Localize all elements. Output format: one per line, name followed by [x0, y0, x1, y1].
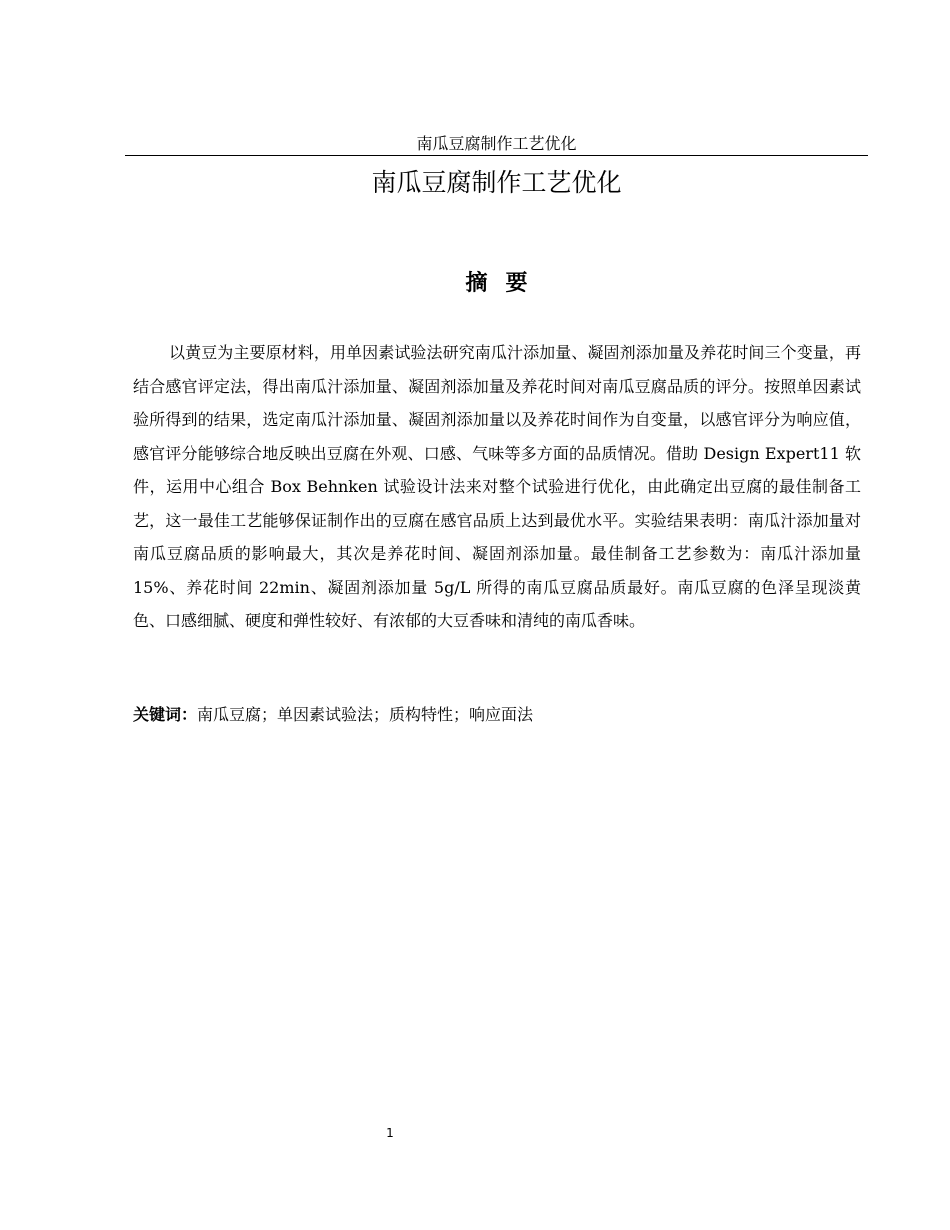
- page-number: 1: [386, 1126, 394, 1140]
- keywords-label: 关键词：: [133, 705, 198, 724]
- abstract-body: 以黄豆为主要原材料，用单因素试验法研究南瓜汁添加量、凝固剂添加量及养花时间三个变量，再结合感官评定法，得出南瓜汁添加量、凝固剂添加量及养花时间对南瓜豆腐品质的评分。按照单因素试验所得到的结果，选定南瓜汁添加量、凝固剂添加量以及养花时间作为自变量，以感官评分为响应值，感官评分能够综合地反映出豆腐在外观、口感、气味等多方面的品质情况。借助 Design Expert11 软件，运用中心组合 Box Behnken 试验设计法来对整个试验进行优化，由此确定出豆腐的最佳制备工艺，这一最佳工艺能够保证制作出的豆腐在感官品质上达到最优水平。实验结果表明：南瓜汁添加量对南瓜豆腐品质的影响最大，其次是养花时间、凝固剂添加量。最佳制备工艺参数为：南瓜汁添加量 15%、养花时间 22min、凝固剂添加量 5g/L 所得的南瓜豆腐品质最好。南瓜豆腐的色泽呈现淡黄色、口感细腻、硬度和弹性较好、有浓郁的大豆香味和清纯的南瓜香味。: [133, 343, 861, 630]
- keywords-text: 南瓜豆腐；单因素试验法；质构特性；响应面法: [197, 705, 534, 724]
- document-title: 南瓜豆腐制作工艺优化: [371, 168, 622, 197]
- running-header-title: 南瓜豆腐制作工艺优化: [416, 134, 577, 153]
- running-header: [125, 133, 868, 156]
- abstract-heading: 摘要: [465, 271, 546, 296]
- keywords-line: [133, 700, 861, 730]
